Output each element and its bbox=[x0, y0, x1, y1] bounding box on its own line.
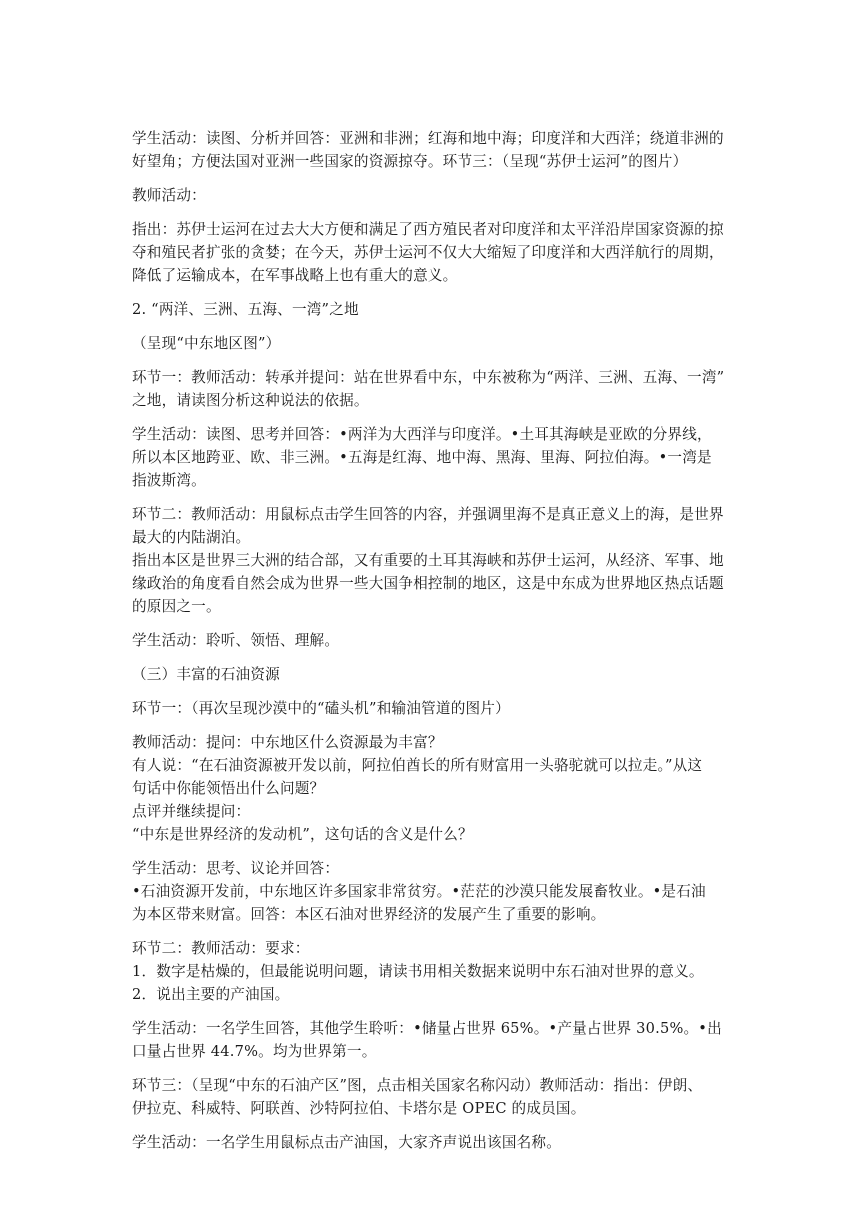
paragraph bbox=[132, 663, 732, 686]
text-line: 指波斯湾。 bbox=[132, 472, 206, 489]
text-line: （呈现“中东地区图”） bbox=[132, 335, 281, 352]
paragraph bbox=[132, 184, 732, 207]
paragraph bbox=[132, 332, 732, 355]
text-line: 环节三：（呈现“中东的石油产区”图，点击相关国家名称闪动）教师活动：指出：伊朗、 bbox=[132, 1077, 703, 1094]
text-line: •石油资源开发前，中东地区许多国家非常贫穷。•茫茫的沙漠只能发展畜牧业。•是石油 bbox=[132, 883, 706, 900]
text-line: 学生活动：思考、议论并回答： bbox=[132, 860, 340, 877]
text-line: 1．数字是枯燥的，但最能说明问题，请读书用相关数据来说明中东石油对世界的意义。 bbox=[132, 963, 704, 980]
document-body bbox=[132, 127, 732, 1165]
paragraph bbox=[132, 503, 732, 618]
text-line: 学生活动：一名学生回答，其他学生聆听：•储量占世界 65%。•产量占世界 30.5%。•出 bbox=[132, 1020, 722, 1037]
text-line: 降低了运输成本，在军事战略上也有重大的意义。 bbox=[132, 267, 458, 284]
paragraph bbox=[132, 218, 732, 287]
text-line: 2．说出主要的产油国。 bbox=[132, 986, 290, 1003]
text-line: 环节一：（再次呈现沙漠中的“磕头机”和输油管道的图片） bbox=[132, 700, 510, 717]
text-line: 夺和殖民者扩张的贪婪；在今天，苏伊士运河不仅大大缩短了印度洋和大西洋航行的周期， bbox=[132, 244, 724, 261]
text-line: 2. “两洋、三洲、五海、一湾”之地 bbox=[132, 301, 359, 318]
paragraph bbox=[132, 1131, 732, 1154]
text-line: 有人说：“在石油资源被开发以前，阿拉伯酋长的所有财富用一头骆驼就可以拉走。”从这 bbox=[132, 757, 703, 774]
text-line: 为本区带来财富。回答：本区石油对世界经济的发展产生了重要的影响。 bbox=[132, 906, 606, 923]
text-line: 最大的内陆湖泊。 bbox=[132, 529, 251, 546]
paragraph bbox=[132, 298, 732, 321]
text-line: 学生活动：一名学生用鼠标点击产油国，大家齐声说出该国名称。 bbox=[132, 1134, 562, 1151]
text-line: 缘政治的角度看自然会成为世界一些大国争相控制的地区，这是中东成为世界地区热点话题 bbox=[132, 575, 724, 592]
paragraph bbox=[132, 937, 732, 1006]
text-line: 教师活动：提问：中东地区什么资源最为丰富？ bbox=[132, 734, 443, 751]
text-line: 伊拉克、科威特、阿联酋、沙特阿拉伯、卡塔尔是 OPEC 的成员国。 bbox=[132, 1100, 586, 1117]
text-line: 学生活动：聆听、领悟、理解。 bbox=[132, 632, 340, 649]
text-line: （三）丰富的石油资源 bbox=[132, 666, 280, 683]
paragraph bbox=[132, 857, 732, 926]
paragraph bbox=[132, 423, 732, 492]
text-line: 指出本区是世界三大洲的结合部，又有重要的土耳其海峡和苏伊士运河，从经济、军事、地 bbox=[132, 552, 724, 569]
text-line: 教师活动： bbox=[132, 187, 206, 204]
text-line: 口量占世界 44.7%。均为世界第一。 bbox=[132, 1043, 377, 1060]
paragraph bbox=[132, 629, 732, 652]
text-line: 所以本区地跨亚、欧、非三洲。•五海是红海、地中海、黑海、里海、阿拉伯海。•一湾是 bbox=[132, 449, 712, 466]
text-line: 点评并继续提问： bbox=[132, 803, 251, 820]
text-line: 环节二：教师活动：要求： bbox=[132, 940, 310, 957]
text-line: 学生活动：读图、分析并回答：亚洲和非洲；红海和地中海；印度洋和大西洋；绕道非洲的 bbox=[132, 130, 724, 147]
paragraph bbox=[132, 1074, 732, 1120]
text-line: 的原因之一。 bbox=[132, 598, 221, 615]
text-line: 环节一：教师活动：转承并提问：站在世界看中东，中东被称为“两洋、三洲、五海、一湾” bbox=[132, 369, 725, 386]
text-line: 之地，请读图分析这种说法的依据。 bbox=[132, 392, 369, 409]
paragraph bbox=[132, 366, 732, 412]
text-line: 环节二：教师活动：用鼠标点击学生回答的内容，并强调里海不是真正意义上的海，是世界 bbox=[132, 506, 724, 523]
paragraph bbox=[132, 1017, 732, 1063]
text-line: 句话中你能领悟出什么问题？ bbox=[132, 780, 325, 797]
text-line: “中东是世界经济的发动机”，这句话的含义是什么？ bbox=[132, 826, 473, 843]
text-line: 好望角；方便法国对亚洲一些国家的资源掠夺。环节三：（呈现“苏伊士运河”的图片） bbox=[132, 153, 688, 170]
paragraph bbox=[132, 127, 732, 173]
text-line: 指出：苏伊士运河在过去大大方便和满足了西方殖民者对印度洋和太平洋沿岸国家资源的掠 bbox=[132, 221, 724, 238]
text-line: 学生活动：读图、思考并回答：•两洋为大西洋与印度洋。•土耳其海峡是亚欧的分界线， bbox=[132, 426, 712, 443]
paragraph bbox=[132, 731, 732, 846]
paragraph bbox=[132, 697, 732, 720]
